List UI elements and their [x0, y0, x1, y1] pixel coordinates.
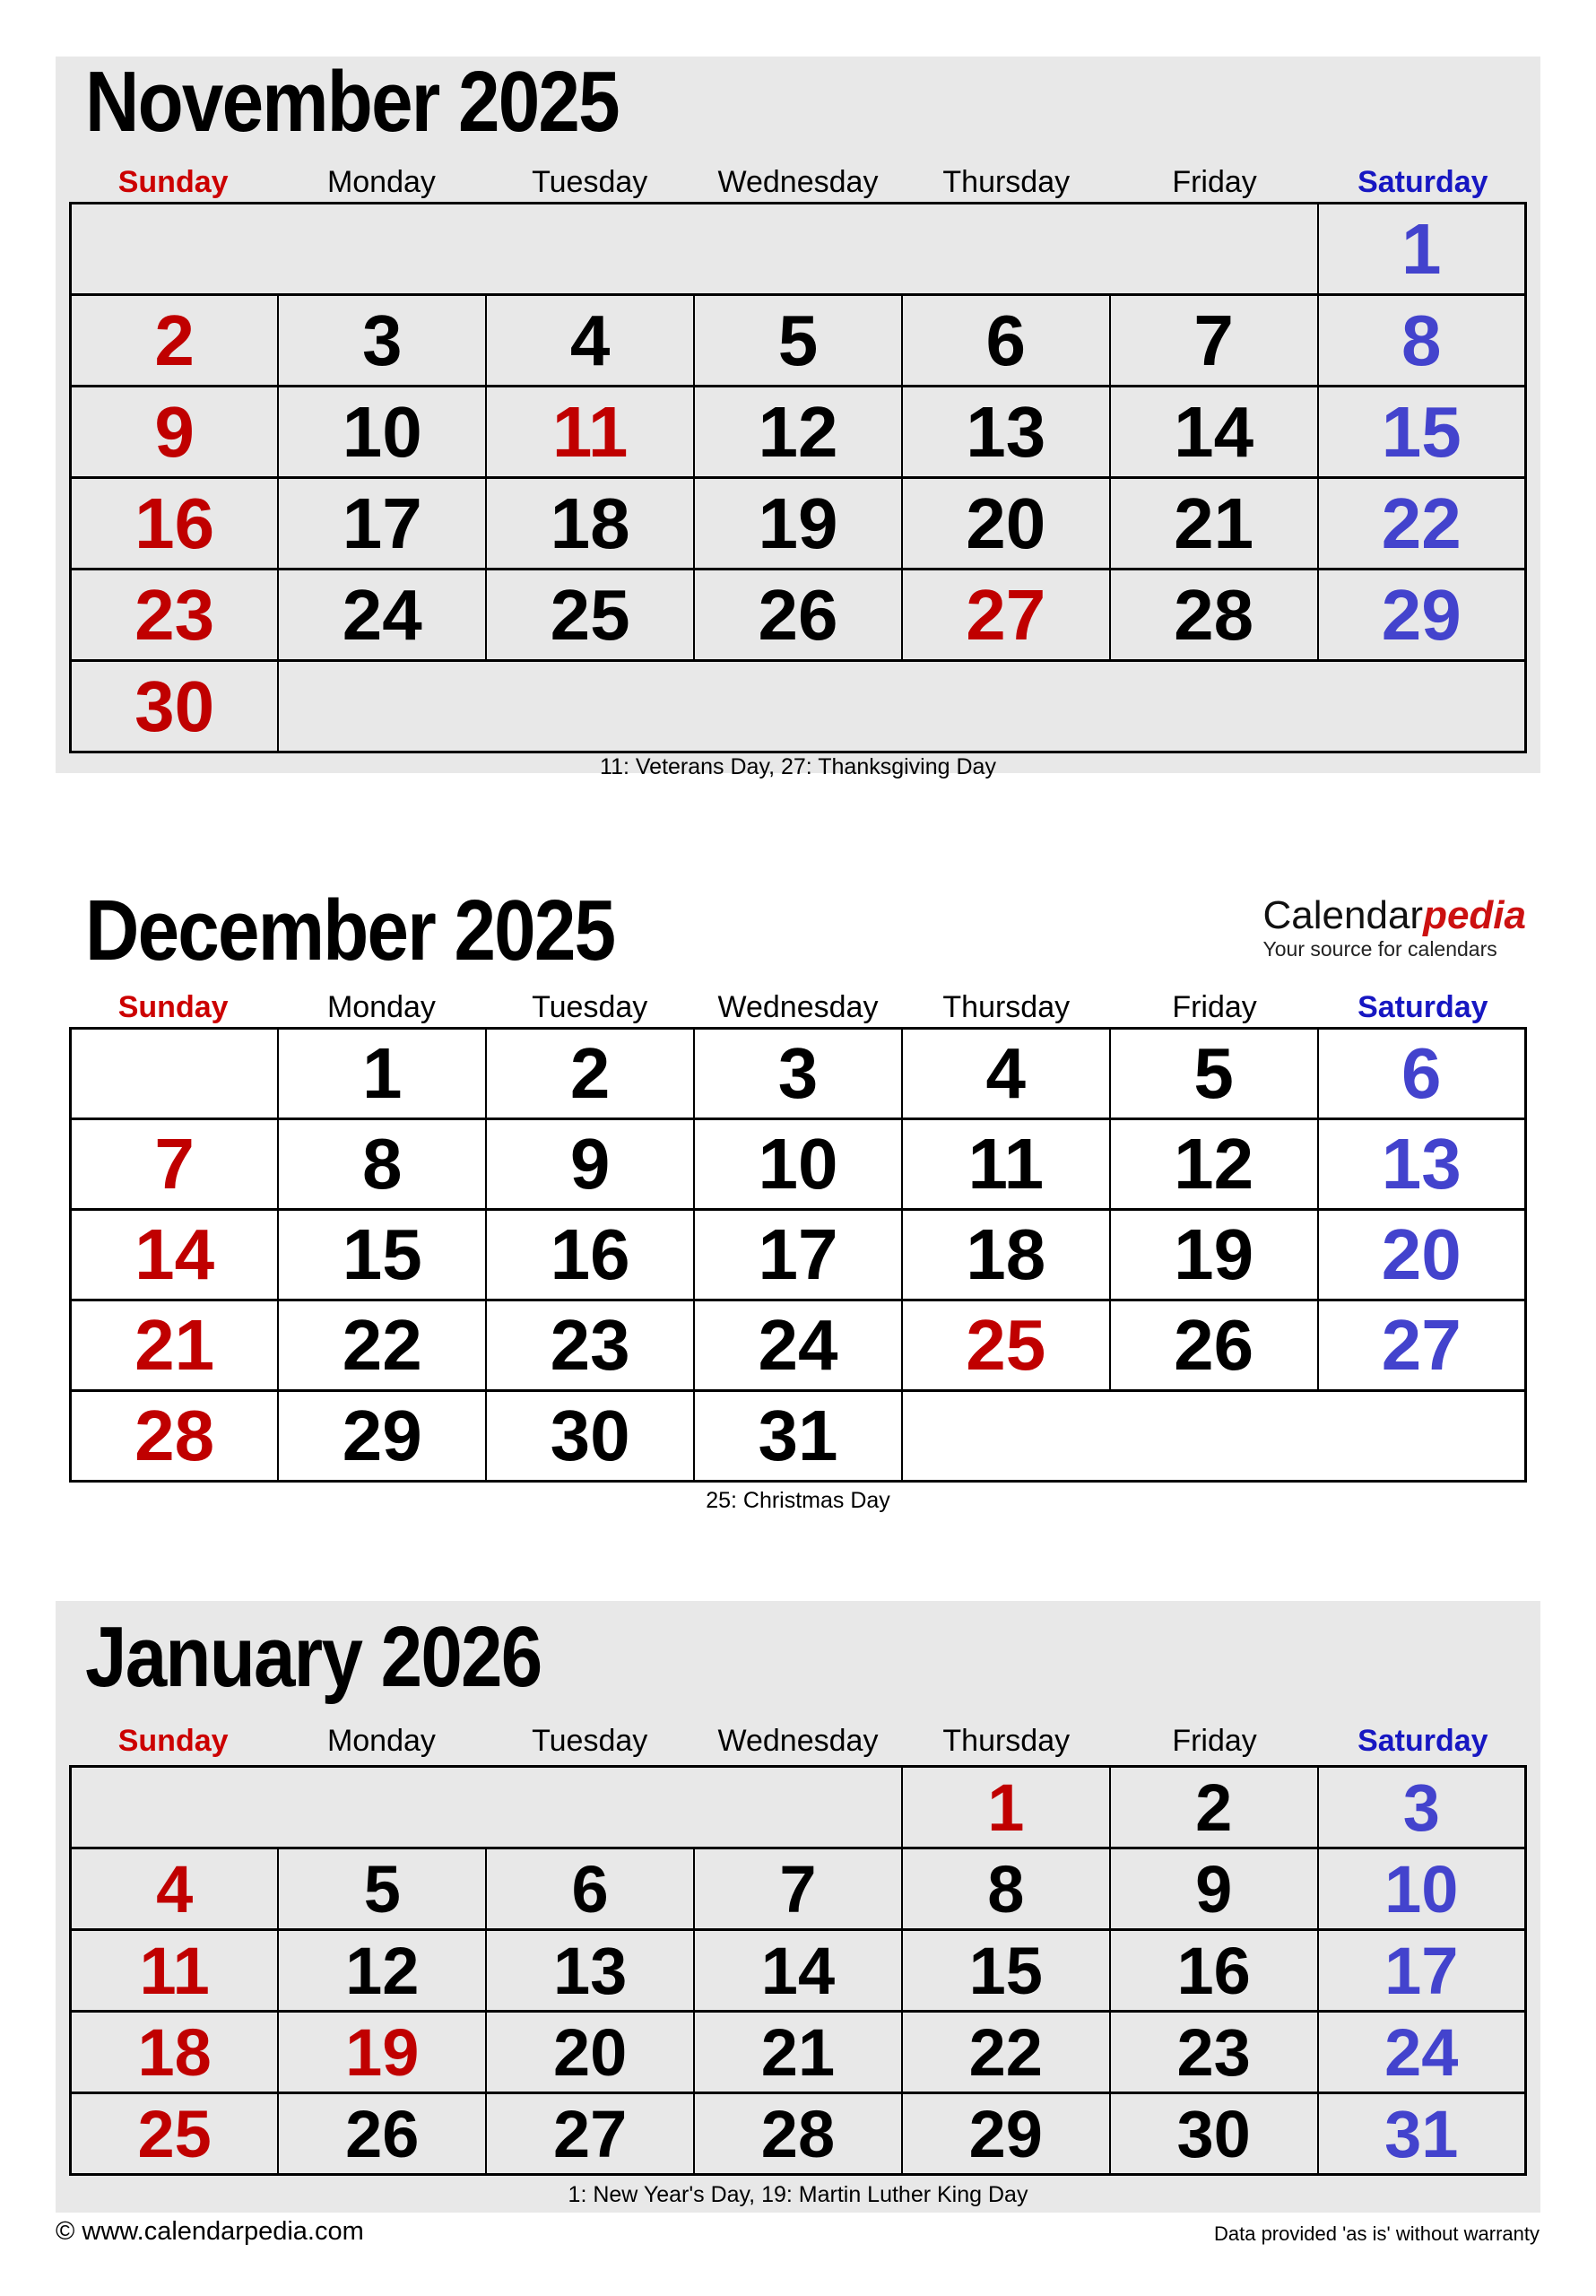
week-row [71, 1848, 1526, 1930]
weekday-wednesday: Wednesday [717, 990, 879, 1024]
day-number: 2 [569, 1033, 611, 1113]
day-cell [902, 1300, 1110, 1391]
week-row [71, 478, 1526, 570]
day-cell [278, 570, 486, 661]
day-cell [1318, 295, 1526, 387]
weekday-saturday: Saturday [1357, 990, 1488, 1024]
day-cell [486, 1029, 694, 1119]
day-cell [486, 2012, 694, 2093]
day-cell [1318, 1848, 1526, 1930]
day-cell [694, 1300, 902, 1391]
day-number: 27 [552, 2096, 628, 2171]
day-cell [278, 478, 486, 570]
weekday-saturday: Saturday [1357, 1724, 1488, 1758]
day-cell [1318, 1029, 1526, 1119]
day-number: 15 [968, 1933, 1043, 2008]
day-number: 30 [1176, 2096, 1251, 2171]
november-grid [69, 202, 1527, 753]
day-cell [1110, 478, 1318, 570]
day-number: 28 [760, 2096, 836, 2171]
day-number: 28 [1174, 574, 1254, 655]
day-number: 23 [1176, 2014, 1251, 2090]
day-cell [902, 1848, 1110, 1930]
day-number: 14 [134, 1214, 215, 1294]
day-number: 14 [760, 1933, 836, 2008]
day-cell [1110, 2093, 1318, 2175]
day-number: 6 [571, 1851, 609, 1926]
week-row [71, 1930, 1526, 2012]
day-cell [71, 295, 279, 387]
day-number: 4 [985, 1033, 1027, 1113]
day-number: 11 [967, 1124, 1045, 1204]
day-number: 15 [1381, 391, 1462, 472]
day-number: 5 [1193, 1033, 1234, 1113]
day-number: 3 [362, 300, 403, 380]
day-cell [1110, 2012, 1318, 2093]
day-number: 8 [987, 1851, 1025, 1926]
day-cell [486, 1930, 694, 2012]
day-cell [1110, 1767, 1318, 1848]
day-cell [1110, 570, 1318, 661]
weekday-tuesday: Tuesday [532, 1724, 648, 1758]
day-number: 20 [552, 2014, 628, 2090]
day-number: 30 [134, 665, 215, 746]
day-cell [71, 2012, 279, 2093]
day-number: 3 [777, 1033, 819, 1113]
day-cell [902, 1210, 1110, 1300]
day-cell [902, 2012, 1110, 2093]
day-cell [902, 1767, 1110, 1848]
day-cell [694, 2093, 902, 2175]
weekday-friday: Friday [1172, 165, 1257, 199]
day-cell [71, 661, 279, 752]
day-number: 27 [1381, 1305, 1462, 1385]
day-cell [278, 1119, 486, 1210]
day-number: 30 [550, 1396, 630, 1475]
week-row [71, 1119, 1526, 1210]
day-number: 12 [345, 1933, 420, 2008]
day-cell [486, 1391, 694, 1482]
day-number: 13 [1381, 1124, 1462, 1204]
day-number: 9 [154, 391, 195, 472]
day-number: 7 [1193, 300, 1234, 380]
day-number: 1 [987, 1770, 1025, 1845]
day-number: 17 [758, 1214, 838, 1294]
december-holidays-note: 25: Christmas Day [706, 1488, 890, 1513]
day-number: 29 [342, 1396, 422, 1475]
weekday-sunday: Sunday [117, 1724, 229, 1758]
day-cell [694, 2012, 902, 2093]
day-number: 17 [1384, 1933, 1459, 2008]
day-number: 15 [342, 1214, 422, 1294]
day-number: 26 [345, 2096, 420, 2171]
day-cell [486, 295, 694, 387]
day-cell [1318, 1119, 1526, 1210]
day-number: 13 [966, 391, 1046, 472]
january-grid [69, 1765, 1527, 2176]
day-number: 31 [758, 1396, 838, 1475]
weekday-monday: Monday [326, 990, 436, 1024]
day-number: 1 [362, 1033, 403, 1113]
day-number: 19 [758, 483, 838, 563]
weekday-saturday: Saturday [1357, 165, 1488, 199]
day-cell [71, 1210, 279, 1300]
day-cell [71, 2093, 279, 2175]
day-number: 18 [966, 1214, 1046, 1294]
day-number: 22 [1381, 483, 1462, 563]
day-number: 16 [134, 483, 215, 563]
day-cell [71, 1300, 279, 1391]
day-number: 6 [1401, 1033, 1442, 1113]
day-number: 27 [966, 574, 1046, 655]
day-number: 7 [154, 1124, 195, 1204]
day-number: 9 [569, 1124, 611, 1204]
january-holidays-note: 1: New Year's Day, 19: Martin Luther King Day [568, 2182, 1028, 2207]
day-number: 24 [1384, 2014, 1459, 2090]
week-row [71, 2012, 1526, 2093]
weekday-sunday: Sunday [117, 990, 229, 1024]
day-cell [902, 1930, 1110, 2012]
day-cell [902, 478, 1110, 570]
day-cell [278, 295, 486, 387]
day-number: 21 [760, 2014, 836, 2090]
day-cell [1318, 387, 1526, 478]
day-cell [1110, 1848, 1318, 1930]
day-cell [1318, 478, 1526, 570]
day-cell [1318, 204, 1526, 295]
day-cell [1318, 1210, 1526, 1300]
november-weekday-header [69, 165, 1527, 199]
day-number: 22 [968, 2014, 1043, 2090]
day-cell [1318, 2012, 1526, 2093]
logo-wordmark [1263, 895, 1526, 936]
day-number: 31 [1384, 2096, 1459, 2171]
day-cell [71, 1848, 279, 1930]
weekday-wednesday: Wednesday [717, 165, 879, 199]
week-row [71, 204, 1526, 295]
day-cell [902, 1119, 1110, 1210]
day-cell [486, 387, 694, 478]
logo-part-calendar: Calendar [1262, 893, 1424, 937]
empty-cell [71, 1029, 279, 1119]
day-cell [71, 478, 279, 570]
day-cell [278, 387, 486, 478]
day-cell [486, 2093, 694, 2175]
day-number: 25 [966, 1305, 1046, 1385]
day-cell [694, 295, 902, 387]
day-number: 18 [550, 483, 630, 563]
day-number: 25 [550, 574, 630, 655]
week-row [71, 1300, 1526, 1391]
week-row [71, 570, 1526, 661]
logo-tagline: Your source for calendars [1262, 937, 1497, 961]
december-weekday-header [69, 990, 1527, 1024]
day-number: 19 [345, 2014, 420, 2090]
day-number: 28 [134, 1396, 215, 1475]
day-number: 21 [1174, 483, 1254, 563]
day-number: 4 [156, 1851, 194, 1926]
day-number: 24 [342, 574, 422, 655]
week-row [71, 1767, 1526, 1848]
weekday-monday: Monday [326, 165, 436, 199]
disclaimer-text: Data provided 'as is' without warranty [1213, 2222, 1540, 2245]
day-cell [1318, 1300, 1526, 1391]
day-cell [278, 1391, 486, 1482]
day-number: 11 [139, 1933, 210, 2008]
day-number: 10 [1384, 1851, 1459, 1926]
weekday-sunday: Sunday [117, 165, 229, 199]
day-cell [1110, 1210, 1318, 1300]
day-cell [694, 1930, 902, 2012]
day-cell [694, 1210, 902, 1300]
day-cell [486, 478, 694, 570]
day-number: 25 [137, 2096, 212, 2171]
day-cell [278, 2093, 486, 2175]
day-cell [1110, 1300, 1318, 1391]
weekday-thursday: Thursday [942, 165, 1071, 199]
day-number: 10 [758, 1124, 838, 1204]
day-cell [1110, 1119, 1318, 1210]
day-number: 4 [569, 300, 611, 380]
day-number: 8 [362, 1124, 403, 1204]
day-number: 22 [342, 1305, 422, 1385]
week-row [71, 1391, 1526, 1482]
day-cell [71, 1930, 279, 2012]
day-number: 11 [551, 391, 629, 472]
day-number: 23 [134, 574, 215, 655]
day-cell [1110, 387, 1318, 478]
day-number: 7 [779, 1851, 817, 1926]
day-cell [278, 1029, 486, 1119]
day-cell [1110, 1029, 1318, 1119]
january-weekday-header [69, 1724, 1527, 1758]
december-grid [69, 1027, 1527, 1483]
day-number: 26 [1174, 1305, 1254, 1385]
day-cell [1318, 1767, 1526, 1848]
day-cell [694, 1119, 902, 1210]
weekday-monday: Monday [326, 1724, 436, 1758]
day-cell [694, 1848, 902, 1930]
weekday-wednesday: Wednesday [717, 1724, 879, 1758]
day-cell [694, 387, 902, 478]
day-number: 8 [1401, 300, 1442, 380]
day-number: 5 [363, 1851, 401, 1926]
november-holidays-note: 11: Veterans Day, 27: Thanksgiving Day [600, 754, 996, 779]
november-title: November 2025 [85, 54, 619, 150]
empty-cell [71, 204, 1318, 295]
day-number: 3 [1402, 1770, 1440, 1845]
day-number: 21 [134, 1305, 215, 1385]
day-cell [902, 1029, 1110, 1119]
day-cell [71, 1391, 279, 1482]
day-number: 10 [342, 391, 422, 472]
week-row [71, 2093, 1526, 2175]
day-cell [694, 1391, 902, 1482]
day-number: 20 [966, 483, 1046, 563]
day-cell [278, 1210, 486, 1300]
day-number: 14 [1174, 391, 1254, 472]
weekday-thursday: Thursday [942, 1724, 1071, 1758]
january-title: January 2026 [85, 1609, 542, 1705]
week-row [71, 387, 1526, 478]
empty-cell [902, 1391, 1526, 1482]
day-number: 19 [1174, 1214, 1254, 1294]
day-cell [71, 570, 279, 661]
december-title: December 2025 [85, 883, 615, 978]
day-number: 9 [1195, 1851, 1233, 1926]
weekday-friday: Friday [1172, 990, 1257, 1024]
day-cell [902, 2093, 1110, 2175]
weekday-friday: Friday [1172, 1724, 1257, 1758]
day-cell [1318, 570, 1526, 661]
empty-cell [71, 1767, 902, 1848]
day-number: 12 [758, 391, 838, 472]
day-cell [486, 1119, 694, 1210]
day-cell [278, 1300, 486, 1391]
calendarpedia-logo [1263, 895, 1526, 961]
day-cell [902, 387, 1110, 478]
day-cell [694, 570, 902, 661]
copyright-text: © www.calendarpedia.com [56, 2217, 364, 2246]
day-number: 6 [985, 300, 1027, 380]
day-cell [1318, 2093, 1526, 2175]
day-number: 23 [550, 1305, 630, 1385]
day-cell [1110, 1930, 1318, 2012]
day-number: 16 [1176, 1933, 1251, 2008]
day-cell [694, 478, 902, 570]
weekday-tuesday: Tuesday [532, 165, 648, 199]
day-number: 17 [342, 483, 422, 563]
day-cell [1318, 1930, 1526, 2012]
week-row [71, 661, 1526, 752]
day-cell [486, 1300, 694, 1391]
day-cell [486, 1210, 694, 1300]
day-number: 26 [758, 574, 838, 655]
day-cell [486, 570, 694, 661]
week-row [71, 1210, 1526, 1300]
day-cell [278, 1930, 486, 2012]
day-cell [902, 295, 1110, 387]
week-row [71, 295, 1526, 387]
day-cell [71, 1119, 279, 1210]
day-cell [278, 1848, 486, 1930]
day-number: 2 [1195, 1770, 1233, 1845]
day-cell [278, 2012, 486, 2093]
empty-cell [278, 661, 1525, 752]
day-number: 29 [1381, 574, 1462, 655]
day-number: 24 [758, 1305, 838, 1385]
day-number: 12 [1174, 1124, 1254, 1204]
week-row [71, 1029, 1526, 1119]
day-number: 20 [1381, 1214, 1462, 1294]
day-cell [486, 1848, 694, 1930]
day-number: 2 [154, 300, 195, 380]
day-number: 1 [1401, 208, 1442, 289]
logo-part-pedia: pedia [1423, 893, 1526, 937]
day-number: 16 [550, 1214, 630, 1294]
day-cell [902, 570, 1110, 661]
day-number: 18 [137, 2014, 212, 2090]
weekday-thursday: Thursday [942, 990, 1071, 1024]
day-cell [694, 1029, 902, 1119]
day-number: 13 [552, 1933, 628, 2008]
day-number: 5 [777, 300, 819, 380]
day-cell [71, 387, 279, 478]
day-cell [1110, 295, 1318, 387]
day-number: 29 [968, 2096, 1043, 2171]
weekday-tuesday: Tuesday [532, 990, 648, 1024]
